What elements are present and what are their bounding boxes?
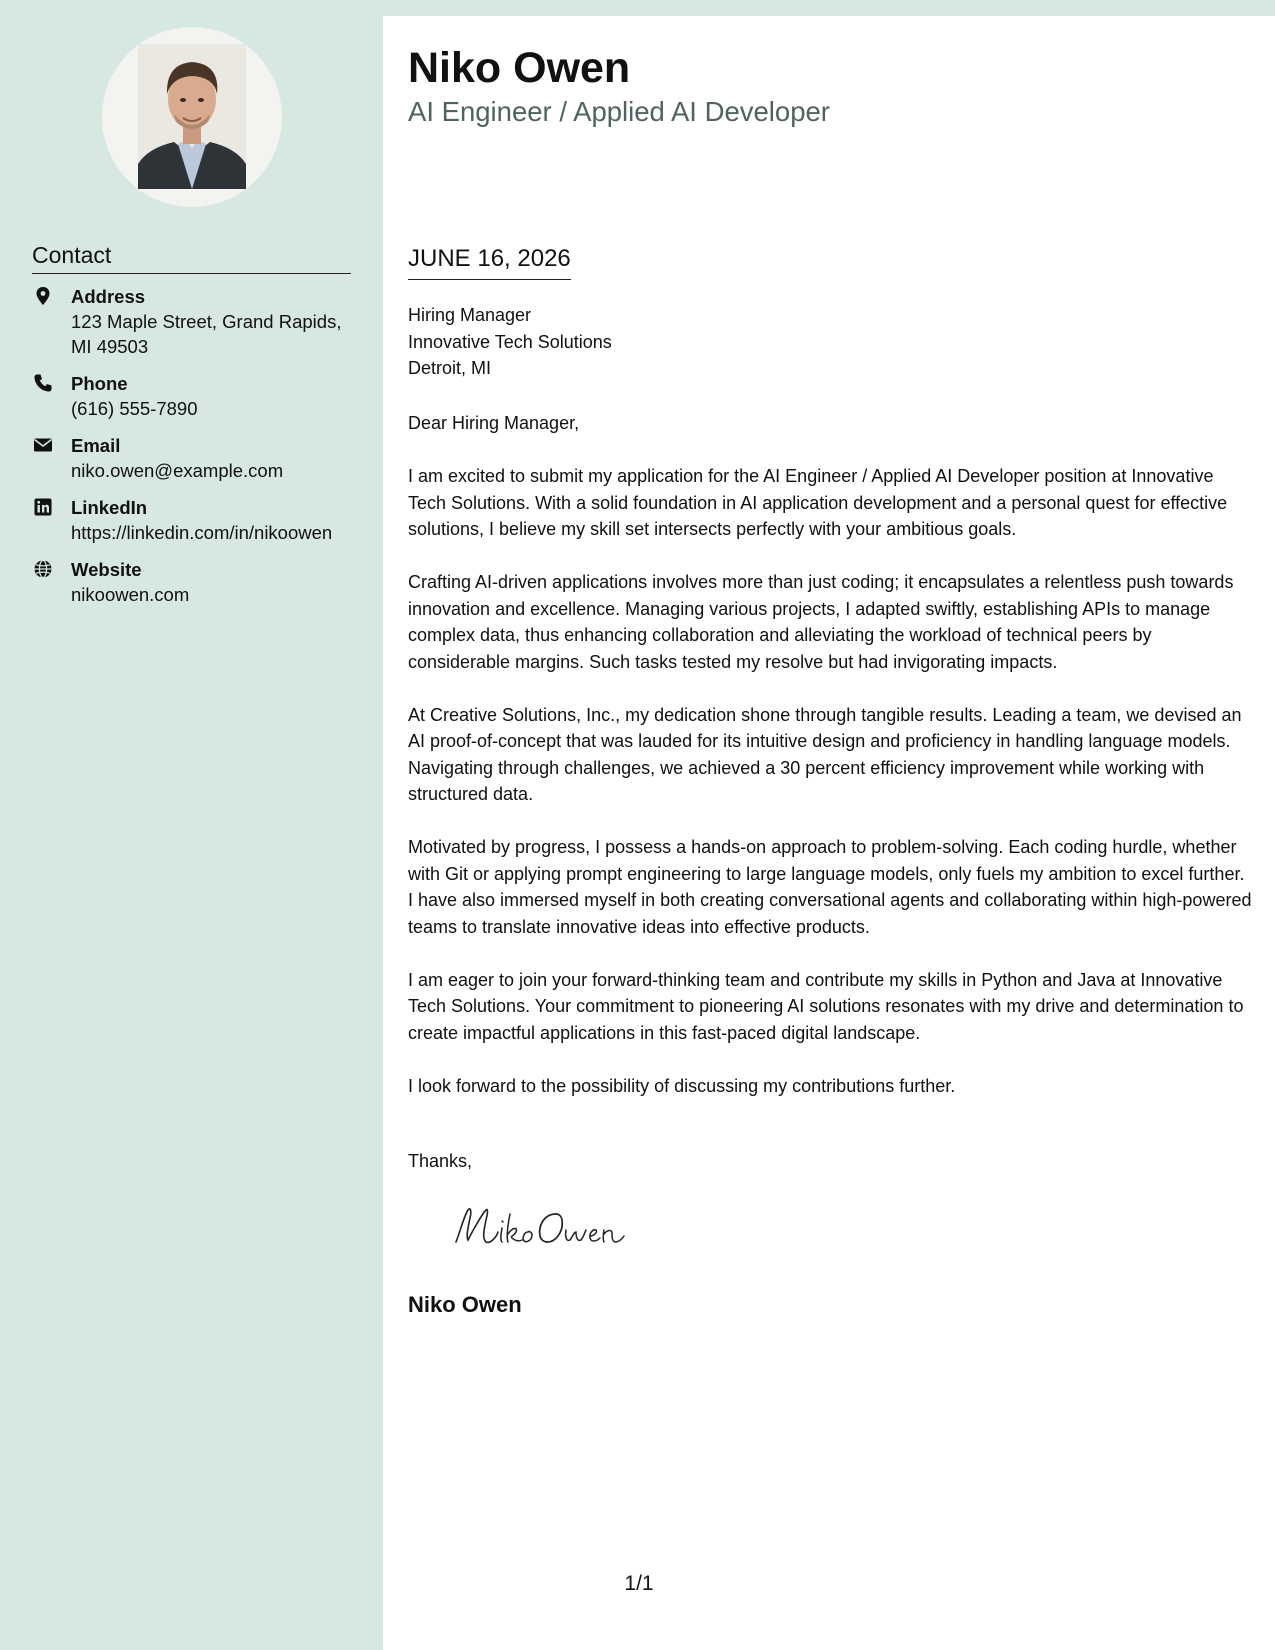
linkedin-link[interactable]: https://linkedin.com/in/nikoowen [71,522,333,543]
page-number: 1/1 [624,1572,654,1595]
contact-heading: Contact [32,240,351,274]
map-pin-icon [33,286,53,306]
contact-list [32,284,372,619]
signer-name: Niko Owen [408,1292,522,1317]
recipient-line: Detroit, MI [408,358,492,378]
salutation: Dear Hiring Manager, [408,413,580,433]
job-title: AI Engineer / Applied AI Developer [408,96,830,127]
phone-icon [33,373,53,393]
contact-label: LinkedIn [71,497,148,518]
sidebar [0,0,383,1650]
contact-value: MI 49503 [71,336,149,357]
contact-label: Address [71,286,146,307]
contact-label: Email [71,435,121,456]
body-paragraph: I am eager to join your forward-thinking team and contribute my skills in Python and Java at Innovative Tech Solutions. Your commitment to pioneering AI solutions resonates with my drive and determination to create impactful applications in this fast-paced digital landscape. [408,969,1244,1043]
globe-icon [33,559,53,579]
contact-address [32,284,372,359]
contact-value: 123 Maple Street, Grand Rapids, [71,311,342,332]
recipient-line: Hiring Manager [408,305,532,325]
letter-body [408,463,1253,1126]
recipient-line: Innovative Tech Solutions [408,331,612,352]
contact-email [32,433,372,483]
email-link[interactable]: niko.owen@example.com [71,460,284,481]
contact-phone [32,371,372,421]
linkedin-icon [33,497,53,517]
contact-value: (616) 555-7890 [71,398,198,419]
closing: Thanks, [408,1151,473,1171]
applicant-name: Niko Owen [408,44,631,92]
envelope-icon [33,435,53,455]
contact-website [32,557,372,607]
recipient-block [408,302,612,382]
signature [452,1202,632,1254]
contact-label: Website [71,559,142,580]
letter-date: JUNE 16, 2026 [408,243,571,280]
body-paragraph: I am excited to submit my application for the AI Engineer / Applied AI Developer position at Innovative Tech Solutions. With a solid foundation in AI application development and a personal quest for effective solutions, I believe my skill set intersects perfectly with your ambitious goals. [408,466,1228,539]
profile-photo-image [138,44,246,189]
contact-linkedin [32,495,372,545]
body-paragraph: Motivated by progress, I possess a hands-on approach to problem-solving. Each coding hurdle, whether with Git or applying prompt engineering to large language models, only fuels my ambition to excel further. I have also immersed myself in both creating conversational agents and collaborating within high-powered teams to translate innovative ideas into effective products. [408,837,1252,937]
body-paragraph: Crafting AI-driven applications involves more than just coding; it encapsulates a relentless push towards innovation and excellence. Managing various projects, I adapted swiftly, establishing APIs to manage complex data, thus enhancing collaboration and alleviating the workload of technical peers by considerable margins. Such tasks tested my resolve but had invigorating impacts. [408,572,1234,672]
profile-photo [102,27,282,207]
contact-label: Phone [71,373,128,394]
body-paragraph: I look forward to the possibility of discussing my contributions further. [408,1075,956,1096]
website-link[interactable]: nikoowen.com [71,584,190,605]
body-paragraph: At Creative Solutions, Inc., my dedication shone through tangible results. Leading a team, we devised an AI proof-of-concept that was lauded for its intuitive design and proficiency in handling language models. Navigating through challenges, we achieved a 30 percent efficiency improvement while working with structured data. [408,704,1242,804]
